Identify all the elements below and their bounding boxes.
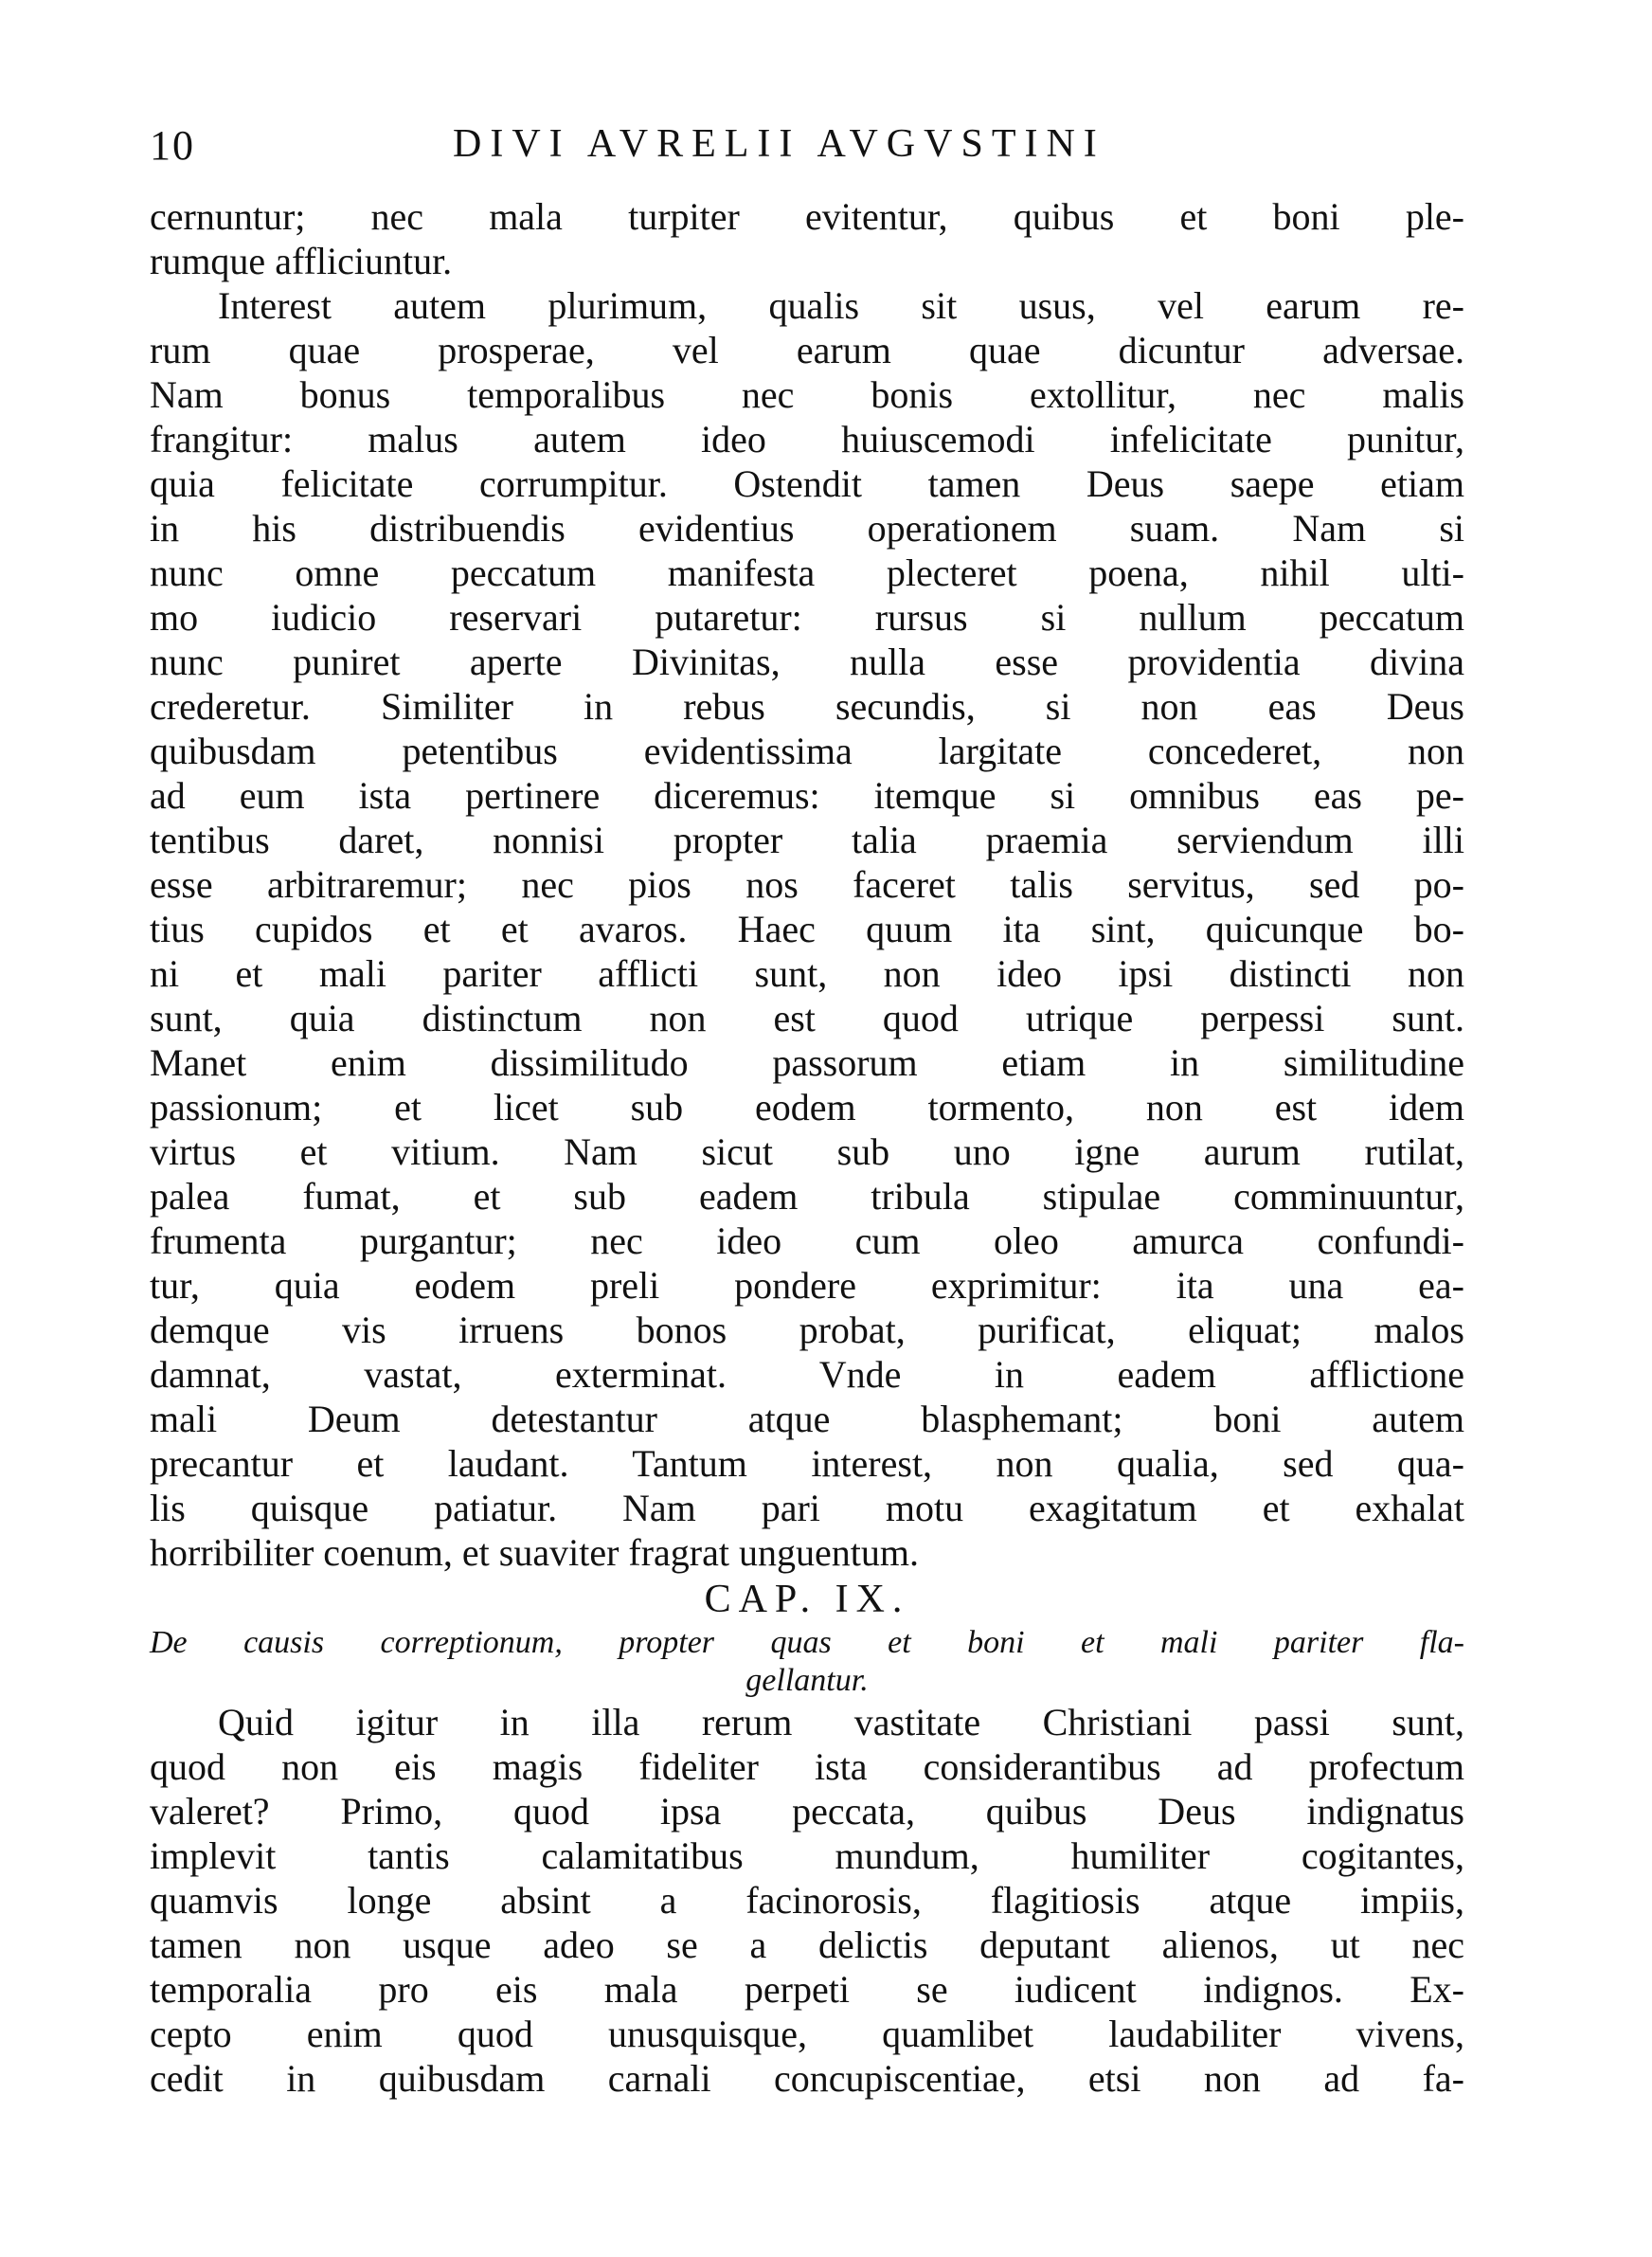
text-line: quamvis longe absint a facinorosis, flagitiosis atque impiis, xyxy=(150,1879,1464,1922)
text-line: rumque affliciuntur. xyxy=(150,240,453,282)
text-line: damnat, vastat, exterminat. Vnde in eadem afflictione xyxy=(150,1353,1464,1396)
text-line: temporalia pro eis mala perpeti se iudicent indignos. Ex- xyxy=(150,1968,1464,2011)
text-line: cepto enim quod unusquisque, quamlibet laudabiliter vivens, xyxy=(150,2013,1464,2055)
text-line: palea fumat, et sub eadem tribula stipulae comminuuntur, xyxy=(150,1175,1464,1218)
text-line: Manet enim dissimilitudo passorum etiam in similitudine xyxy=(150,1041,1464,1084)
text-line: esse arbitraremur; nec pios nos faceret talis servitus, sed po- xyxy=(150,863,1464,906)
text-line: Interest autem plurimum, qualis sit usus, vel earum re- xyxy=(218,284,1464,327)
chapter-subtitle-continued: gellantur. xyxy=(745,1663,869,1698)
text-line: frangitur: malus autem ideo huiuscemodi infelicitate punitur, xyxy=(150,418,1464,460)
text-line: quod non eis magis fideliter ista considerantibus ad profectum xyxy=(150,1745,1464,1788)
chapter-subtitle: De causis correptionum, propter quas et boni et mali pariter fla- xyxy=(150,1625,1464,1660)
text-line: tamen non usque adeo se a delictis deputant alienos, ut nec xyxy=(150,1923,1464,1966)
text-line: crederetur. Similiter in rebus secundis, si non eas Deus xyxy=(150,685,1464,728)
text-line: mo iudicio reservari putaretur: rursus si nullum peccatum xyxy=(150,596,1464,639)
text-line: lis quisque patiatur. Nam pari motu exagitatum et exhalat xyxy=(150,1487,1464,1529)
text-line: nunc puniret aperte Divinitas, nulla esse providentia divina xyxy=(150,641,1464,683)
text-line: quia felicitate corrumpitur. Ostendit tamen Deus saepe etiam xyxy=(150,462,1464,505)
text-line: cernuntur; nec mala turpiter evitentur, quibus et boni ple- xyxy=(150,195,1464,238)
text-line: rum quae prosperae, vel earum quae dicuntur adversae. xyxy=(150,329,1464,371)
body-text xyxy=(150,194,1464,2101)
text-line: ad eum ista pertinere diceremus: itemque si omnibus eas pe- xyxy=(150,774,1464,817)
text-line: in his distribuendis evidentius operationem suam. Nam si xyxy=(150,507,1464,550)
page-header xyxy=(150,121,1464,178)
text-line: precantur et laudant. Tantum interest, non qualia, sed qua- xyxy=(150,1442,1464,1485)
text-line: virtus et vitium. Nam sicut sub uno igne aurum rutilat, xyxy=(150,1130,1464,1173)
page-number: 10 xyxy=(150,122,195,169)
text-line: valeret? Primo, quod ipsa peccata, quibus Deus indignatus xyxy=(150,1790,1464,1833)
text-line: quibusdam petentibus evidentissima largitate concederet, non xyxy=(150,730,1464,772)
text-line: implevit tantis calamitatibus mundum, humiliter cogitantes, xyxy=(150,1834,1464,1877)
text-line: tentibus daret, nonnisi propter talia praemia serviendum illi xyxy=(150,819,1464,861)
text-line: cedit in quibusdam carnali concupiscentiae, etsi non ad fa- xyxy=(150,2057,1464,2100)
text-line: nunc omne peccatum manifesta plecteret poena, nihil ulti- xyxy=(150,551,1464,594)
text-line: tius cupidos et et avaros. Haec quum ita sint, quicunque bo- xyxy=(150,908,1464,950)
text-line: ni et mali pariter afflicti sunt, non ideo ipsi distincti non xyxy=(150,952,1464,995)
text-line: demque vis irruens bonos probat, purificat, eliquat; malos xyxy=(150,1309,1464,1351)
chapter-heading: CAP. IX. xyxy=(704,1578,910,1621)
text-line: horribiliter coenum, et suaviter fragrat unguentum. xyxy=(150,1531,919,1574)
text-line: tur, quia eodem preli pondere exprimitur: ita una ea- xyxy=(150,1264,1464,1307)
text-line: sunt, quia distinctum non est quod utrique perpessi sunt. xyxy=(150,997,1464,1039)
text-line: Quid igitur in illa rerum vastitate Christiani passi sunt, xyxy=(218,1701,1464,1743)
running-title: DIVI AVRELII AVGVSTINI xyxy=(453,122,1105,166)
text-line: frumenta purgantur; nec ideo cum oleo amurca confundi- xyxy=(150,1219,1464,1262)
text-line: passionum; et licet sub eodem tormento, non est idem xyxy=(150,1086,1464,1128)
text-line: Nam bonus temporalibus nec bonis extollitur, nec malis xyxy=(150,373,1464,416)
text-line: mali Deum detestantur atque blasphemant; boni autem xyxy=(150,1398,1464,1440)
